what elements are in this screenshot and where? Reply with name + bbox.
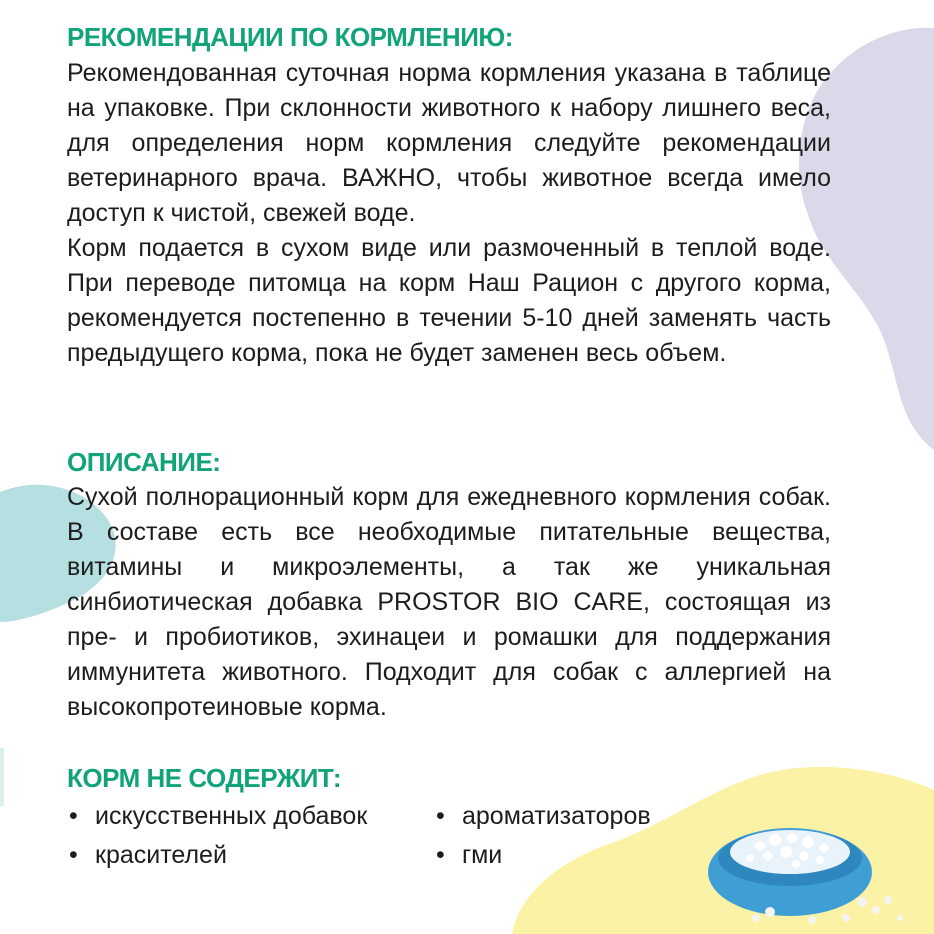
feeding-recommendations-title: РЕКОМЕНДАЦИИ ПО КОРМЛЕНИЮ: — [67, 22, 513, 52]
excludes-title: КОРМ НЕ СОДЕРЖИТ: — [67, 763, 342, 793]
excludes-list-right — [434, 797, 651, 875]
feeding-paragraph-1: Рекомендованная суточная норма кормления указана в таблице на упаковке. При склонности животного к набору лишнего веса, для определения норм кормления следуйте рекомендации ветеринарного врача. ВАЖНО, чтобы животное всегда имело доступ к чистой, свежей воде. — [67, 59, 831, 227]
list-item: • ароматизаторов — [434, 797, 651, 836]
list-item: • красителей — [67, 836, 367, 875]
description-title: ОПИСАНИЕ: — [67, 447, 221, 477]
list-item: • искусственных добавок — [67, 797, 367, 836]
excludes-list-left — [67, 797, 367, 875]
description-paragraph: Сухой полнорационный корм для ежедневного кормления собак. В составе есть все необходимые питательные вещества, витамины и микроэлементы, а так же уникальная синбиотическая добавка PROSTOR BIO CARE, состоящая из пре- и пробиотиков, эхинацеи и ромашки для поддержания иммунитета животного. Подходит для собак с аллергией на высокопротеиновые корма. — [67, 483, 831, 721]
list-item: • гми — [434, 836, 651, 875]
feeding-paragraph-2: Корм подается в сухом виде или размоченный в теплой воде. При переводе питомца на корм Наш Рацион с другого корма, рекомендуется постепенно в течении 5-10 дней заменять часть предыдущего корма, пока не будет заменен весь объем. — [67, 234, 831, 367]
